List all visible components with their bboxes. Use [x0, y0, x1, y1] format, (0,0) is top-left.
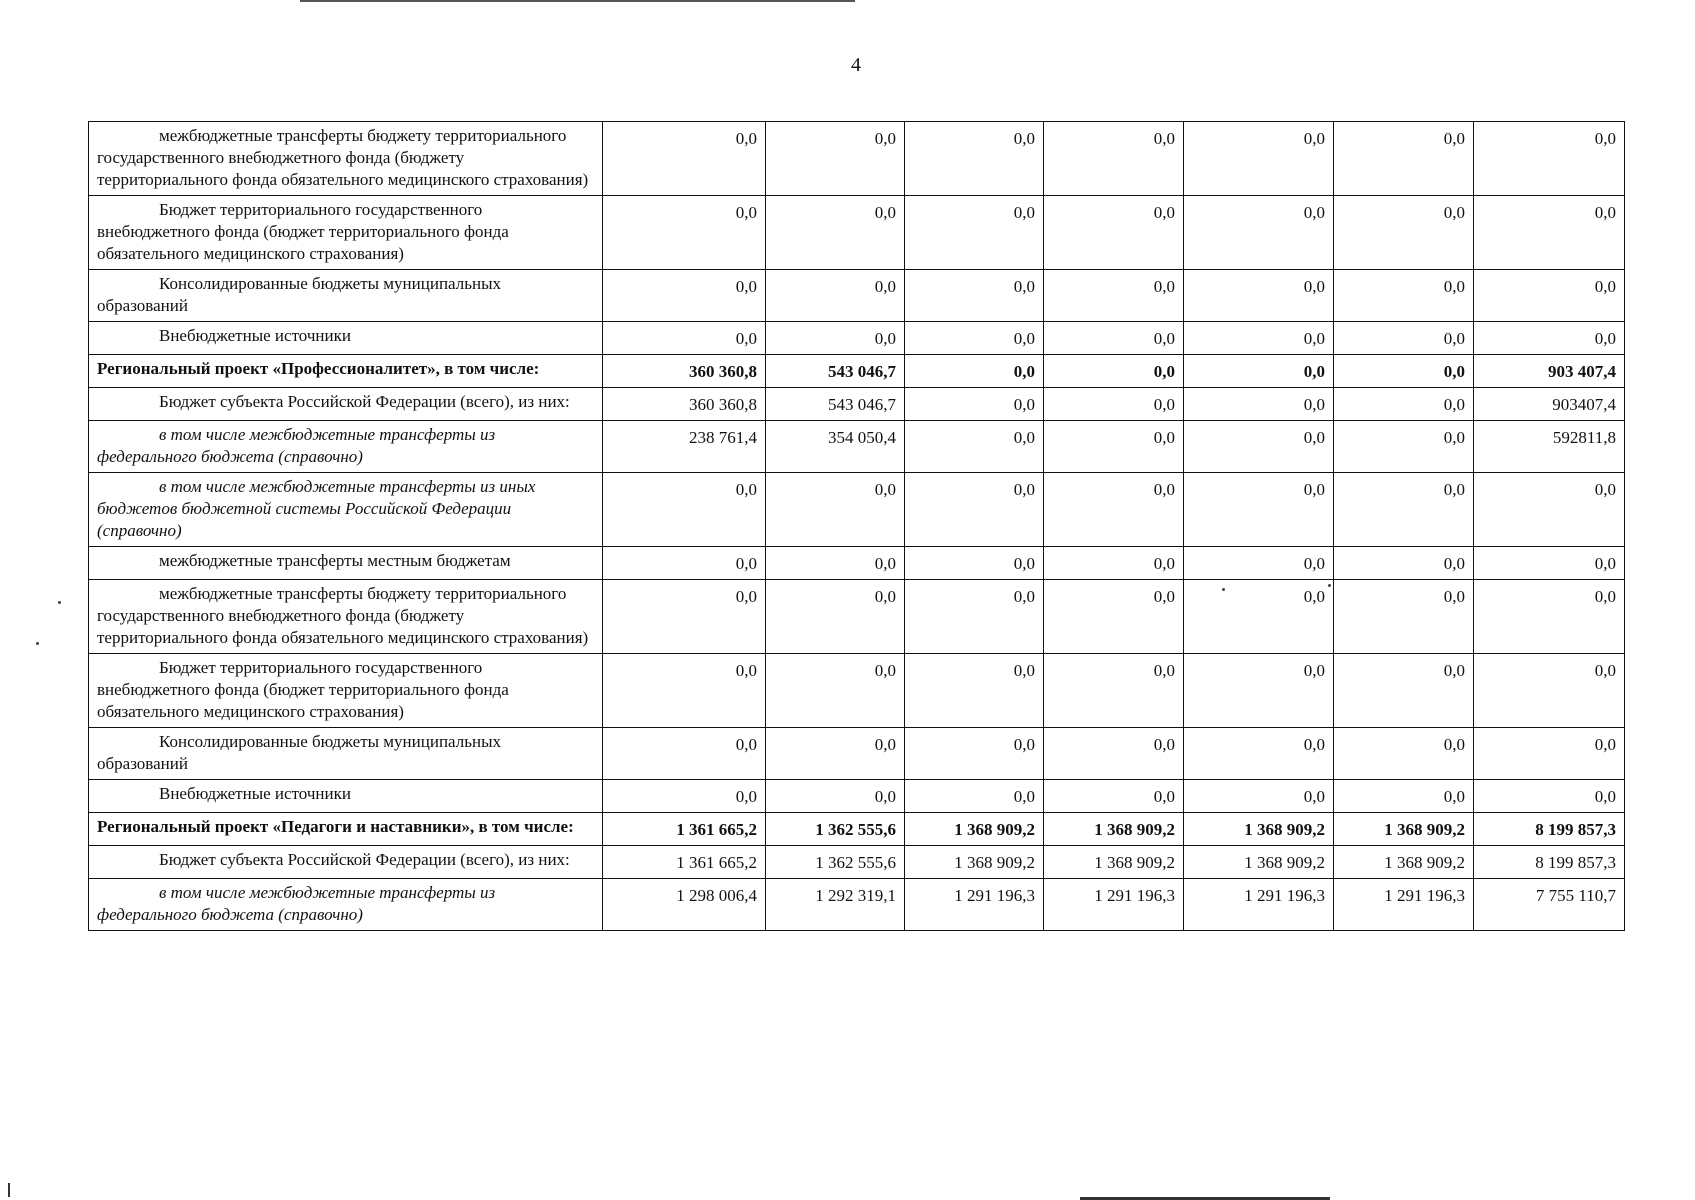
value-cell: 0,0 [1334, 421, 1474, 473]
value-cell: 0,0 [603, 547, 766, 580]
value-cell: 0,0 [603, 780, 766, 813]
value-cell: 7 755 110,7 [1474, 879, 1625, 931]
value-cell: 1 368 909,2 [1334, 846, 1474, 879]
value-cell: 0,0 [1334, 388, 1474, 421]
value-cell: 0,0 [1334, 122, 1474, 196]
scan-artifact-line-top [300, 0, 855, 2]
table-row [89, 846, 1625, 879]
value-cell: 1 368 909,2 [905, 846, 1044, 879]
table-row [89, 728, 1625, 780]
value-cell: 0,0 [1184, 654, 1334, 728]
row-label: Бюджет субъекта Российской Федерации (всего), из них: [159, 850, 570, 869]
value-cell: 903407,4 [1474, 388, 1625, 421]
row-label-cell [89, 473, 603, 547]
value-cell: 1 368 909,2 [1184, 813, 1334, 846]
table-row [89, 580, 1625, 654]
value-cell: 0,0 [905, 196, 1044, 270]
value-cell: 0,0 [905, 654, 1044, 728]
value-cell: 0,0 [1474, 322, 1625, 355]
table-row [89, 388, 1625, 421]
value-cell: 1 291 196,3 [1044, 879, 1184, 931]
value-cell: 0,0 [1334, 728, 1474, 780]
value-cell: 0,0 [905, 728, 1044, 780]
value-cell: 0,0 [1184, 421, 1334, 473]
value-cell: 903 407,4 [1474, 355, 1625, 388]
row-label-cell [89, 322, 603, 355]
value-cell: 1 298 006,4 [603, 879, 766, 931]
value-cell: 0,0 [1044, 547, 1184, 580]
row-label: Бюджет субъекта Российской Федерации (всего), из них: [159, 392, 570, 411]
row-label-cell [89, 388, 603, 421]
value-cell: 0,0 [1044, 122, 1184, 196]
value-cell: 0,0 [603, 473, 766, 547]
value-cell: 0,0 [1184, 270, 1334, 322]
value-cell: 0,0 [1474, 473, 1625, 547]
value-cell: 0,0 [766, 270, 905, 322]
value-cell: 238 761,4 [603, 421, 766, 473]
budget-table [88, 121, 1625, 931]
row-label: Бюджет территориального государственного внебюджетного фонда (бюджет территориального фонда обязательного медицинского страхования) [97, 200, 509, 263]
row-label-cell [89, 355, 603, 388]
value-cell: 1 291 196,3 [905, 879, 1044, 931]
value-cell: 0,0 [766, 654, 905, 728]
value-cell: 0,0 [1334, 322, 1474, 355]
row-label-cell [89, 421, 603, 473]
value-cell: 1 291 196,3 [1334, 879, 1474, 931]
row-label: Внебюджетные источники [159, 784, 351, 803]
value-cell: 0,0 [1044, 322, 1184, 355]
value-cell: 0,0 [1334, 270, 1474, 322]
value-cell: 0,0 [1474, 122, 1625, 196]
value-cell: 0,0 [766, 473, 905, 547]
value-cell: 0,0 [1334, 473, 1474, 547]
value-cell: 0,0 [905, 388, 1044, 421]
value-cell: 0,0 [1044, 196, 1184, 270]
table-row [89, 473, 1625, 547]
value-cell: 0,0 [905, 780, 1044, 813]
value-cell: 0,0 [1474, 780, 1625, 813]
value-cell: 0,0 [1474, 270, 1625, 322]
row-label: в том числе межбюджетные трансферты из иных бюджетов бюджетной системы Российской Федерации (справочно) [97, 477, 536, 540]
value-cell: 0,0 [1474, 580, 1625, 654]
value-cell: 0,0 [766, 580, 905, 654]
table-row [89, 270, 1625, 322]
value-cell: 360 360,8 [603, 388, 766, 421]
value-cell: 0,0 [603, 122, 766, 196]
row-label: Региональный проект «Профессионалитет», в том числе: [97, 359, 540, 378]
value-cell: 0,0 [603, 196, 766, 270]
row-label-cell [89, 270, 603, 322]
scan-artifact-dot [58, 601, 61, 604]
value-cell: 354 050,4 [766, 421, 905, 473]
row-label-cell [89, 879, 603, 931]
row-label-cell [89, 122, 603, 196]
value-cell: 0,0 [1044, 728, 1184, 780]
row-label: в том числе межбюджетные трансферты из федерального бюджета (справочно) [97, 425, 496, 466]
table-row [89, 879, 1625, 931]
value-cell: 0,0 [1474, 547, 1625, 580]
row-label: Консолидированные бюджеты муниципальных образований [97, 274, 502, 315]
value-cell: 0,0 [603, 580, 766, 654]
value-cell: 0,0 [766, 728, 905, 780]
value-cell: 0,0 [766, 322, 905, 355]
value-cell: 0,0 [905, 322, 1044, 355]
value-cell: 0,0 [905, 473, 1044, 547]
row-label-cell [89, 728, 603, 780]
scan-artifact-tick [8, 1183, 10, 1197]
value-cell: 0,0 [1044, 421, 1184, 473]
value-cell: 0,0 [603, 270, 766, 322]
value-cell: 0,0 [766, 122, 905, 196]
value-cell: 0,0 [1184, 196, 1334, 270]
row-label-cell [89, 654, 603, 728]
value-cell: 0,0 [1184, 473, 1334, 547]
value-cell: 0,0 [766, 780, 905, 813]
value-cell: 0,0 [1044, 580, 1184, 654]
value-cell: 0,0 [905, 421, 1044, 473]
table-row [89, 654, 1625, 728]
value-cell: 0,0 [1184, 580, 1334, 654]
value-cell: 0,0 [1044, 654, 1184, 728]
value-cell: 543 046,7 [766, 388, 905, 421]
value-cell: 0,0 [1044, 355, 1184, 388]
table-row [89, 122, 1625, 196]
value-cell: 0,0 [1474, 728, 1625, 780]
value-cell: 0,0 [1334, 547, 1474, 580]
value-cell: 1 292 319,1 [766, 879, 905, 931]
row-label: Бюджет территориального государственного внебюджетного фонда (бюджет территориального фонда обязательного медицинского страхования) [97, 658, 509, 721]
value-cell: 1 291 196,3 [1184, 879, 1334, 931]
value-cell: 0,0 [1184, 547, 1334, 580]
value-cell: 0,0 [905, 270, 1044, 322]
value-cell: 0,0 [1334, 196, 1474, 270]
table-row [89, 322, 1625, 355]
value-cell: 543 046,7 [766, 355, 905, 388]
value-cell: 0,0 [1474, 654, 1625, 728]
value-cell: 0,0 [1044, 780, 1184, 813]
value-cell: 0,0 [766, 547, 905, 580]
value-cell: 0,0 [603, 728, 766, 780]
value-cell: 0,0 [1334, 780, 1474, 813]
scan-artifact-dot [1328, 584, 1331, 587]
row-label: межбюджетные трансферты бюджету территориального государственного внебюджетного фонда (бюджету территориального фонда обязательного медицинского страхования) [97, 126, 589, 189]
value-cell: 1 362 555,6 [766, 846, 905, 879]
row-label: межбюджетные трансферты бюджету территориального государственного внебюджетного фонда (бюджету территориального фонда обязательного медицинского страхования) [97, 584, 589, 647]
table-row [89, 421, 1625, 473]
row-label-cell [89, 196, 603, 270]
value-cell: 1 361 665,2 [603, 846, 766, 879]
value-cell: 1 362 555,6 [766, 813, 905, 846]
table-row [89, 547, 1625, 580]
page-number: 4 [851, 54, 861, 76]
value-cell: 0,0 [1184, 355, 1334, 388]
value-cell: 0,0 [1184, 322, 1334, 355]
value-cell: 1 368 909,2 [905, 813, 1044, 846]
row-label-cell [89, 846, 603, 879]
scan-artifact-dot [36, 642, 39, 645]
value-cell: 0,0 [905, 122, 1044, 196]
row-label-cell [89, 547, 603, 580]
row-label: Консолидированные бюджеты муниципальных образований [97, 732, 502, 773]
value-cell: 0,0 [905, 355, 1044, 388]
value-cell: 360 360,8 [603, 355, 766, 388]
value-cell: 0,0 [1184, 728, 1334, 780]
value-cell: 0,0 [1334, 580, 1474, 654]
value-cell: 0,0 [603, 322, 766, 355]
value-cell: 0,0 [1184, 780, 1334, 813]
value-cell: 1 368 909,2 [1184, 846, 1334, 879]
row-label-cell [89, 813, 603, 846]
row-label: межбюджетные трансферты местным бюджетам [159, 551, 511, 570]
value-cell: 0,0 [1474, 196, 1625, 270]
value-cell: 0,0 [1044, 270, 1184, 322]
value-cell: 0,0 [603, 654, 766, 728]
row-label: Внебюджетные источники [159, 326, 351, 345]
value-cell: 1 368 909,2 [1044, 813, 1184, 846]
value-cell: 592811,8 [1474, 421, 1625, 473]
row-label-cell [89, 780, 603, 813]
row-label-cell [89, 580, 603, 654]
table-row [89, 196, 1625, 270]
value-cell: 0,0 [1044, 388, 1184, 421]
scan-artifact-dot [1222, 588, 1225, 591]
value-cell: 0,0 [1184, 122, 1334, 196]
value-cell: 1 361 665,2 [603, 813, 766, 846]
table-row [89, 813, 1625, 846]
value-cell: 0,0 [1184, 388, 1334, 421]
row-label: Региональный проект «Педагоги и наставники», в том числе: [97, 817, 574, 836]
value-cell: 1 368 909,2 [1334, 813, 1474, 846]
value-cell: 8 199 857,3 [1474, 813, 1625, 846]
budget-table-body [89, 122, 1625, 931]
value-cell: 0,0 [905, 580, 1044, 654]
value-cell: 0,0 [1044, 473, 1184, 547]
row-label: в том числе межбюджетные трансферты из федерального бюджета (справочно) [97, 883, 496, 924]
value-cell: 0,0 [1334, 355, 1474, 388]
value-cell: 0,0 [905, 547, 1044, 580]
value-cell: 1 368 909,2 [1044, 846, 1184, 879]
value-cell: 8 199 857,3 [1474, 846, 1625, 879]
table-row [89, 780, 1625, 813]
value-cell: 0,0 [1334, 654, 1474, 728]
value-cell: 0,0 [766, 196, 905, 270]
table-row [89, 355, 1625, 388]
